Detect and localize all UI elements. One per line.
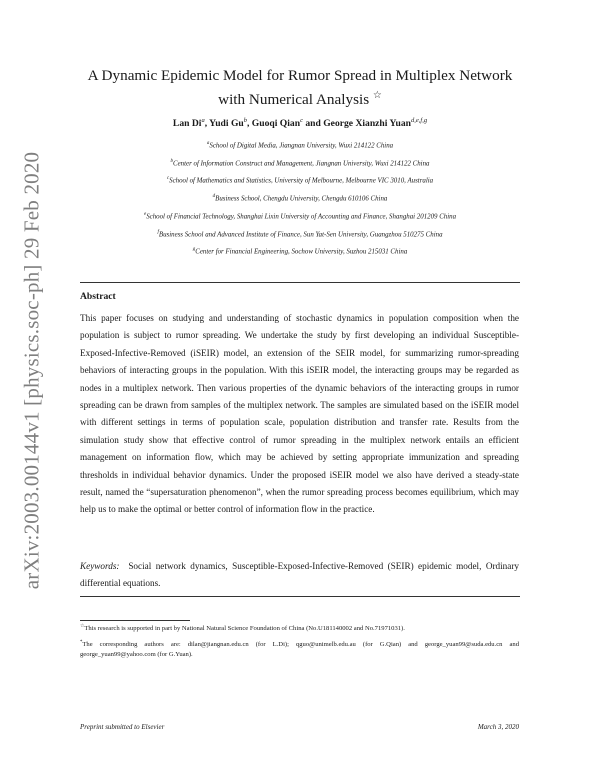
author-name: George Xianzhi Yuan	[323, 118, 411, 130]
arxiv-stamp-text: arXiv:2003.00144v1 [physics.soc-ph] 29 Feb 2020	[19, 151, 44, 589]
author-list	[80, 117, 520, 129]
keywords-label: Keywords:	[80, 561, 120, 571]
author-separator: ,	[247, 118, 252, 130]
author-affil-sup[interactable]: c	[300, 117, 303, 124]
abstract-bottom-rule	[80, 596, 520, 597]
footnote-text: This research is supported in part by National Natural Science Foundation of China (No.U181140002 and No.71971031).	[84, 625, 405, 633]
affiliation-text: Center of Information Construct and Management, Jiangnan University, Wuxi 214122 China	[173, 160, 430, 167]
affiliation-text: Business School and Advanced Institute of Finance, Sun Yat-Sen University, Guangzhou 510275 China	[158, 230, 443, 238]
title-line-2	[80, 86, 520, 110]
author-affil-sup[interactable]: a	[201, 117, 205, 124]
footnotes	[80, 622, 519, 664]
affiliation-sup: g	[192, 247, 196, 253]
author-affil-sup[interactable]: d,e,f,g	[411, 117, 428, 124]
affiliation-item	[70, 242, 530, 260]
affiliation-text: Business School, Chengdu University, Chengdu 610106 China	[215, 195, 388, 203]
abstract-heading: Abstract	[80, 291, 116, 302]
title-footnote-star[interactable]: ☆	[372, 90, 382, 101]
affiliation-sup: b	[170, 158, 174, 164]
affiliation-text: School of Digital Media, Jiangnan University, Wuxi 214122 China	[209, 142, 394, 150]
abstract-top-rule	[80, 282, 520, 283]
author-name: Guoqi Qian	[251, 118, 301, 130]
affiliation-sup: a	[206, 141, 210, 146]
affiliation-item	[70, 154, 530, 172]
affiliation-text: Center for Financial Engineering, Sochow University, Suzhou 215031 China	[195, 248, 408, 256]
footnote-sup: ☆	[80, 624, 85, 629]
preprint-date: March 3, 2020	[477, 723, 519, 731]
affiliation-sup: e	[143, 211, 147, 217]
footnote-item	[80, 638, 519, 661]
affiliation-item	[70, 171, 530, 189]
footnote-item	[80, 622, 519, 635]
affiliation-item	[70, 136, 530, 154]
paper-title	[80, 66, 520, 110]
footnote-text: The corresponding authors are: dilan@jiangnan.edu.cn (for L.Di); qguo@unimelb.edu.au (for G.Qian) and george_yuan99@suda.edu.cn and george_yuan99@yahoo.com (for G.Yuan).	[80, 640, 519, 659]
author-name: Lan Di	[172, 118, 202, 130]
affiliation-text: School of Mathematics and Statistics, University of Melbourne, Melbourne VIC 3010, Australia	[169, 177, 434, 185]
affiliation-sup: c	[166, 176, 170, 182]
affiliation-sup: d	[212, 194, 216, 200]
affiliation-item	[70, 207, 530, 225]
preprint-note: Preprint submitted to Elsevier	[80, 723, 165, 731]
affiliation-text: School of Financial Technology, Shanghai Lixin University of Accounting and Finance, Shanghai 201209 China	[146, 213, 457, 221]
author-affil-sup[interactable]: b	[243, 117, 247, 124]
footnote-sup: *	[80, 639, 83, 645]
author-separator: ,	[204, 118, 210, 130]
arxiv-stamp	[17, 151, 47, 589]
title-line-1: A Dynamic Epidemic Model for Rumor Spread in Multiplex Network	[87, 67, 513, 84]
keywords	[80, 558, 519, 593]
abstract-body: This paper focuses on studying and understanding of stochastic dynamics in population composition when the population is subject to rumor spreading. We undertake the study by first developing an individual Susceptible-Exposed-Infective-Removed (iSEIR) model, an extension of the SEIR model, for summarizing rumor-spreading behaviors of interacting groups in the population. With this iSEIR model, the interacting groups may be regarded as nodes in a multiplex network. Then various properties of the dynamic behaviors of the interacting groups in rumor spreading can be drawn from samples of the multiplex network. The samples are simulated based on the iSEIR model with different settings in terms of population scale, population distribution and transfer rate. Results from the simulation study show that effective control of rumor spreading in the multiplex network entails an efficient management on information flow, which may be achieved by setting appropriate immunization and spreading thresholds in individual behavior dynamics. Under the proposed iSEIR model we also have derived a steady-state result, named the “supersaturation phenomenon”, when the rumor spreading process becomes equilibrium, which may help us to make the optimal or better control of information flow in the practice.	[80, 313, 519, 515]
affiliation-item	[70, 189, 530, 207]
affiliation-item	[70, 225, 530, 243]
keywords-text: Social network dynamics, Susceptible-Exposed-Infective-Removed (SEIR) epidemic model, Ordinary differential equations.	[80, 561, 519, 589]
affiliation-sup: f	[157, 229, 159, 235]
title-line-2-text: with Numerical Analysis	[218, 91, 370, 109]
affiliation-list	[70, 136, 530, 260]
footnote-rule	[80, 620, 190, 621]
author-name: Yudi Gu	[209, 118, 244, 130]
author-separator: and	[302, 118, 324, 130]
